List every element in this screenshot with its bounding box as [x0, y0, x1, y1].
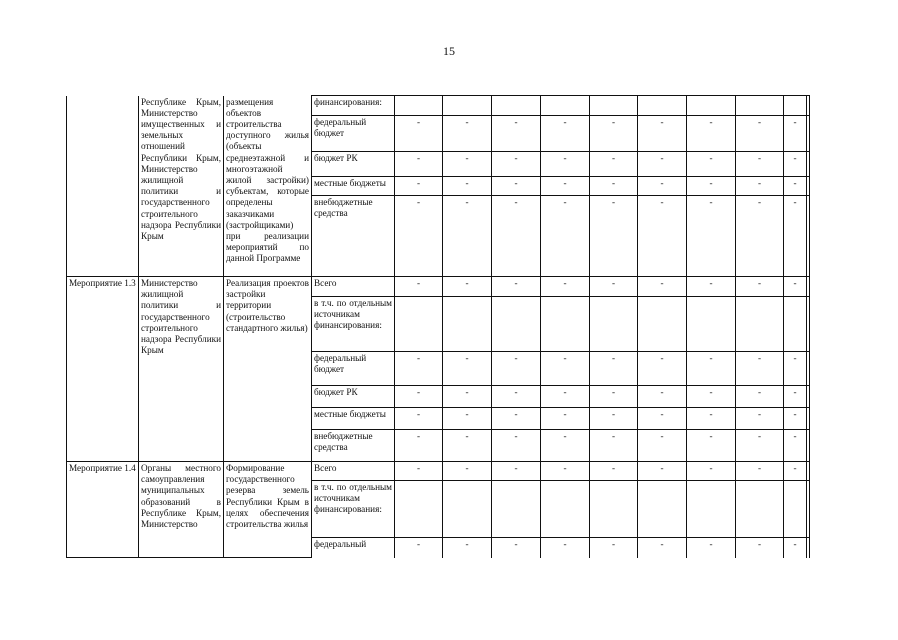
value-cell: - — [395, 462, 443, 481]
value-cell — [395, 481, 443, 538]
trailing-cell — [807, 430, 810, 462]
value-cell — [638, 481, 687, 538]
value-cell — [736, 96, 784, 116]
value-cell: - — [395, 152, 443, 177]
value-cell: - — [443, 116, 492, 152]
trailing-cell — [807, 481, 810, 538]
value-cell: - — [638, 196, 687, 277]
value-cell: - — [443, 408, 492, 430]
value-cell: - — [784, 386, 807, 408]
value-cell: - — [443, 277, 492, 297]
value-cell — [687, 96, 736, 116]
value-cell: - — [492, 177, 541, 196]
funding-source-cell: в т.ч. по отдельным источникам финансирования: — [312, 297, 395, 352]
value-cell: - — [541, 177, 590, 196]
value-cell — [638, 96, 687, 116]
financing-table — [66, 95, 810, 558]
table-row — [67, 96, 810, 116]
value-cell: - — [541, 430, 590, 462]
value-cell: - — [736, 538, 784, 558]
value-cell: - — [638, 538, 687, 558]
value-cell: - — [784, 277, 807, 297]
value-cell: - — [443, 152, 492, 177]
value-cell: - — [638, 386, 687, 408]
value-cell: - — [736, 196, 784, 277]
value-cell: - — [541, 408, 590, 430]
value-cell — [492, 297, 541, 352]
value-cell: - — [590, 177, 638, 196]
trailing-cell — [807, 462, 810, 481]
value-cell: - — [687, 386, 736, 408]
funding-source-cell: Всего — [312, 462, 395, 481]
funding-source-cell: местные бюджеты — [312, 177, 395, 196]
trailing-cell — [807, 297, 810, 352]
value-cell: - — [395, 386, 443, 408]
value-cell: - — [590, 408, 638, 430]
value-cell: - — [638, 430, 687, 462]
value-cell: - — [541, 152, 590, 177]
value-cell: - — [541, 538, 590, 558]
value-cell: - — [492, 538, 541, 558]
value-cell: - — [736, 386, 784, 408]
value-cell: - — [541, 116, 590, 152]
value-cell — [443, 297, 492, 352]
value-cell: - — [443, 462, 492, 481]
value-cell: - — [784, 352, 807, 386]
value-cell — [736, 297, 784, 352]
value-cell: - — [736, 430, 784, 462]
value-cell: - — [590, 430, 638, 462]
value-cell: - — [541, 462, 590, 481]
trailing-cell — [807, 352, 810, 386]
trailing-cell — [807, 408, 810, 430]
value-cell: - — [784, 177, 807, 196]
value-cell: - — [492, 352, 541, 386]
value-cell: - — [541, 352, 590, 386]
value-cell: - — [395, 196, 443, 277]
value-cell: - — [687, 116, 736, 152]
value-cell: - — [492, 152, 541, 177]
value-cell: - — [590, 386, 638, 408]
value-cell: - — [687, 462, 736, 481]
funding-source-cell: бюджет РК — [312, 386, 395, 408]
value-cell — [590, 481, 638, 538]
funding-source-cell: бюджет РК — [312, 152, 395, 177]
value-cell: - — [395, 430, 443, 462]
page-number: 15 — [443, 44, 455, 58]
value-cell: - — [687, 277, 736, 297]
value-cell: - — [638, 116, 687, 152]
trailing-cell — [807, 196, 810, 277]
trailing-cell — [807, 152, 810, 177]
value-cell — [395, 297, 443, 352]
value-cell — [687, 481, 736, 538]
funding-source-cell: внебюджетные средства — [312, 430, 395, 462]
value-cell: - — [784, 152, 807, 177]
value-cell: - — [541, 196, 590, 277]
value-cell: - — [638, 277, 687, 297]
value-cell: - — [784, 196, 807, 277]
value-cell: - — [638, 152, 687, 177]
value-cell — [541, 297, 590, 352]
funding-source-cell: финансирования: — [312, 96, 395, 116]
value-cell: - — [687, 152, 736, 177]
funding-source-cell: федеральный бюджет — [312, 352, 395, 386]
value-cell — [784, 297, 807, 352]
value-cell — [443, 96, 492, 116]
value-cell: - — [784, 430, 807, 462]
value-cell: - — [736, 152, 784, 177]
value-cell: - — [784, 462, 807, 481]
funding-source-cell: федеральный — [312, 538, 395, 558]
value-cell — [492, 96, 541, 116]
value-cell: - — [590, 538, 638, 558]
value-cell — [784, 481, 807, 538]
value-cell: - — [541, 277, 590, 297]
value-cell: - — [687, 408, 736, 430]
value-cell: - — [590, 116, 638, 152]
trailing-cell — [807, 277, 810, 297]
value-cell: - — [443, 196, 492, 277]
event-cell — [67, 96, 139, 277]
value-cell: - — [395, 408, 443, 430]
value-cell: - — [736, 408, 784, 430]
table-row — [67, 462, 810, 481]
value-cell: - — [395, 538, 443, 558]
value-cell: - — [687, 196, 736, 277]
value-cell: - — [443, 430, 492, 462]
value-cell: - — [492, 430, 541, 462]
value-cell — [687, 297, 736, 352]
event-cell: Мероприятие 1.4 — [67, 462, 139, 558]
value-cell: - — [736, 116, 784, 152]
value-cell: - — [590, 152, 638, 177]
value-cell: - — [541, 386, 590, 408]
value-cell: - — [736, 177, 784, 196]
value-cell: - — [638, 177, 687, 196]
value-cell: - — [687, 538, 736, 558]
value-cell: - — [784, 116, 807, 152]
executor-cell: Республике Крым, Министерство имущественных и земельных отношений Республики Крым, Министерство жилищной политики и государственного строительного надзора Республики Крым — [139, 96, 224, 277]
value-cell: - — [395, 277, 443, 297]
value-cell: - — [492, 386, 541, 408]
value-cell: - — [590, 462, 638, 481]
value-cell — [395, 96, 443, 116]
value-cell: - — [638, 408, 687, 430]
value-cell: - — [687, 430, 736, 462]
value-cell — [784, 96, 807, 116]
value-cell — [541, 96, 590, 116]
value-cell: - — [687, 177, 736, 196]
value-cell: - — [784, 538, 807, 558]
value-cell: - — [492, 116, 541, 152]
event-cell: Мероприятие 1.3 — [67, 277, 139, 462]
funding-source-cell: местные бюджеты — [312, 408, 395, 430]
description-cell: Формирование государственного резерва земель Республики Крым в целях обеспечения строительства жилья — [224, 462, 312, 558]
value-cell: - — [736, 277, 784, 297]
value-cell — [492, 481, 541, 538]
value-cell: - — [395, 177, 443, 196]
value-cell: - — [590, 352, 638, 386]
funding-source-cell: в т.ч. по отдельным источникам финансирования: — [312, 481, 395, 538]
value-cell: - — [590, 277, 638, 297]
table-row — [67, 277, 810, 297]
funding-source-cell: внебюджетные средства — [312, 196, 395, 277]
value-cell: - — [492, 462, 541, 481]
value-cell — [638, 297, 687, 352]
description-cell: Реализация проектов застройки территории (строительство стандартного жилья) — [224, 277, 312, 462]
value-cell: - — [492, 408, 541, 430]
executor-cell: Органы местного самоуправления муниципальных образований в Республике Крым, Министерство — [139, 462, 224, 558]
value-cell: - — [443, 538, 492, 558]
trailing-cell — [807, 116, 810, 152]
value-cell: - — [736, 352, 784, 386]
value-cell — [590, 297, 638, 352]
value-cell: - — [443, 177, 492, 196]
funding-source-cell: федеральный бюджет — [312, 116, 395, 152]
value-cell: - — [638, 462, 687, 481]
value-cell — [736, 481, 784, 538]
trailing-cell — [807, 386, 810, 408]
value-cell — [443, 481, 492, 538]
value-cell: - — [590, 196, 638, 277]
value-cell: - — [736, 462, 784, 481]
value-cell: - — [395, 352, 443, 386]
trailing-cell — [807, 96, 810, 116]
description-cell: размещения объектов строительства доступного жилья (объекты среднеэтажной и многоэтажной жилой застройки) субъектам, которые определены заказчиками (застройщиками) при реализации мероприятий по данной Программе — [224, 96, 312, 277]
value-cell — [541, 481, 590, 538]
value-cell: - — [492, 196, 541, 277]
value-cell: - — [395, 116, 443, 152]
funding-source-cell: Всего — [312, 277, 395, 297]
value-cell: - — [638, 352, 687, 386]
value-cell: - — [492, 277, 541, 297]
executor-cell: Министерство жилищной политики и государственного строительного надзора Республики Крым — [139, 277, 224, 462]
trailing-cell — [807, 538, 810, 558]
trailing-cell — [807, 177, 810, 196]
value-cell: - — [443, 386, 492, 408]
value-cell: - — [784, 408, 807, 430]
value-cell: - — [443, 352, 492, 386]
value-cell: - — [687, 352, 736, 386]
value-cell — [590, 96, 638, 116]
